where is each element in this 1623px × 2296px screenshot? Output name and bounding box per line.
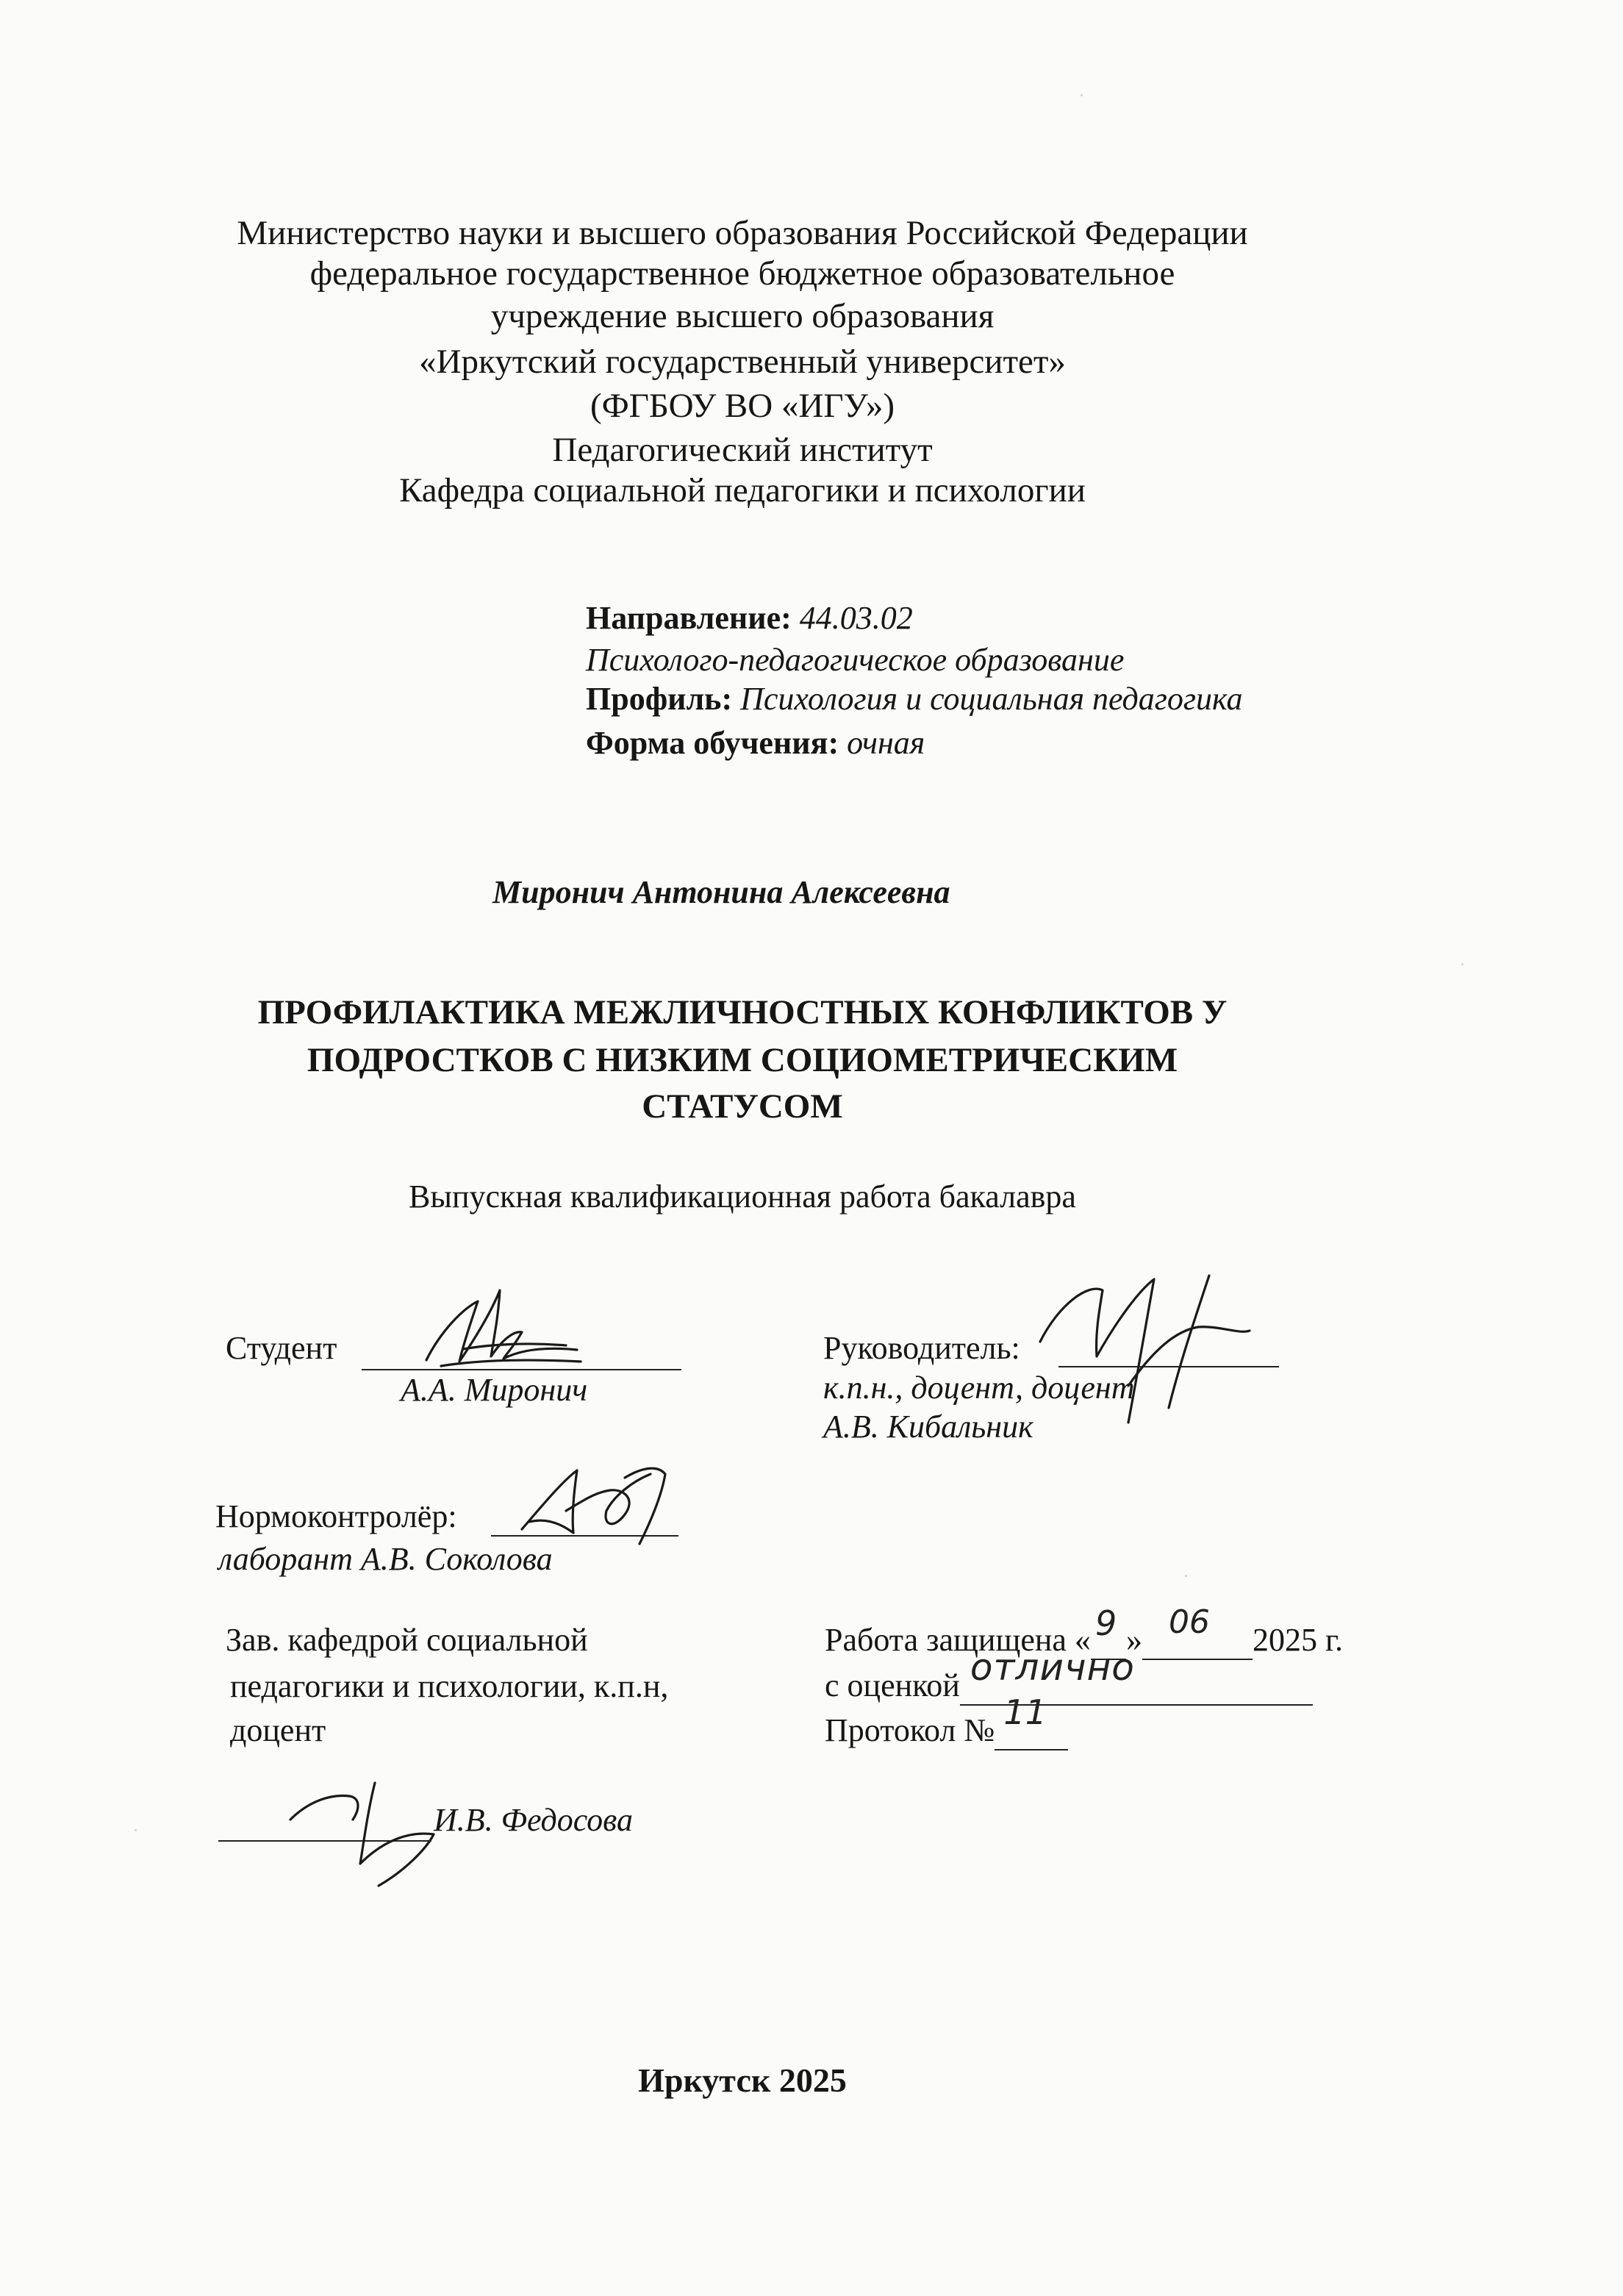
thesis-title-line1: ПРОФИЛАКТИКА МЕЖЛИЧНОСТНЫХ КОНФЛИКТОВ У	[257, 993, 1228, 1031]
grade-label: с оценкой	[825, 1667, 960, 1703]
direction-code: 44.03.02	[799, 600, 913, 636]
protocol-row	[825, 1692, 1068, 1750]
scan-speck	[1081, 94, 1083, 96]
department-name: Кафедра социальной педагогики и психологии	[399, 471, 1086, 509]
institution-type: федеральное государственное бюджетное образовательное	[309, 254, 1175, 293]
supervisor-name: А.В. Кибальник	[823, 1409, 1033, 1445]
protocol-number: 11	[1003, 1692, 1047, 1732]
direction-row	[586, 599, 913, 637]
scan-speck	[135, 1829, 137, 1831]
form-label: Форма обучения:	[586, 725, 839, 761]
protocol-label: Протокол №	[825, 1712, 995, 1748]
normcontrol-label: Нормоконтролёр:	[215, 1498, 457, 1534]
head-signature	[279, 1768, 456, 1893]
form-value: очная	[847, 725, 925, 761]
author-name: Миронич Антонина Алексеевна	[492, 874, 950, 910]
form-row	[586, 724, 925, 762]
defense-month: 06	[1168, 1603, 1210, 1641]
profile-row	[586, 680, 1243, 718]
defense-prefix: Работа защищена «	[825, 1622, 1091, 1658]
defense-day: 9	[1094, 1603, 1117, 1643]
institution-level: учреждение высшего образования	[490, 297, 995, 335]
institute-name: Педагогический институт	[552, 431, 933, 469]
profile-value: Психология и социальная педагогика	[740, 681, 1243, 717]
direction-label: Направление:	[586, 600, 792, 636]
normcontrol-name: лаборант А.В. Соколова	[218, 1541, 553, 1577]
defense-year: 2025 г.	[1252, 1622, 1344, 1658]
head-name: И.В. Федосова	[434, 1802, 633, 1838]
university-name: «Иркутский государственный университет»	[419, 343, 1066, 381]
direction-name: Психолого-педагогическое образование	[586, 642, 1125, 678]
normcontrol-signature	[515, 1459, 684, 1555]
student-name: А.А. Миронич	[401, 1372, 588, 1408]
defense-quote-close: »	[1125, 1622, 1142, 1658]
grade-row	[825, 1646, 1313, 1706]
student-signature	[412, 1279, 588, 1382]
ministry-line: Министерство науки и высшего образования Российской Федерации	[237, 214, 1248, 252]
supervisor-degree: к.п.н., доцент, доцент	[823, 1370, 1135, 1406]
head-title-line1: Зав. кафедрой социальной	[226, 1622, 588, 1658]
head-title-line2: педагогики и психологии, к.п.н,	[230, 1668, 669, 1704]
university-abbrev: (ФГБОУ ВО «ИГУ»)	[590, 387, 895, 425]
supervisor-label: Руководитель:	[823, 1330, 1020, 1366]
scan-speck	[1461, 963, 1463, 965]
grade-value: отлично	[970, 1646, 1135, 1689]
scan-speck	[1185, 1575, 1187, 1577]
supervisor-signature	[1029, 1261, 1279, 1430]
work-type: Выпускная квалификационная работа бакалавра	[409, 1179, 1076, 1215]
protocol-field	[995, 1692, 1068, 1750]
thesis-title-line2: ПОДРОСТКОВ С НИЗКИМ СОЦИОМЕТРИЧЕСКИМ	[307, 1041, 1178, 1079]
head-title-line3: доцент	[230, 1712, 326, 1748]
student-label: Студент	[226, 1330, 337, 1366]
profile-label: Профиль:	[586, 681, 733, 717]
thesis-title-line3: СТАТУСОМ	[642, 1087, 843, 1126]
defense-month-field	[1142, 1603, 1253, 1660]
city-year: Иркутск 2025	[638, 2061, 847, 2099]
